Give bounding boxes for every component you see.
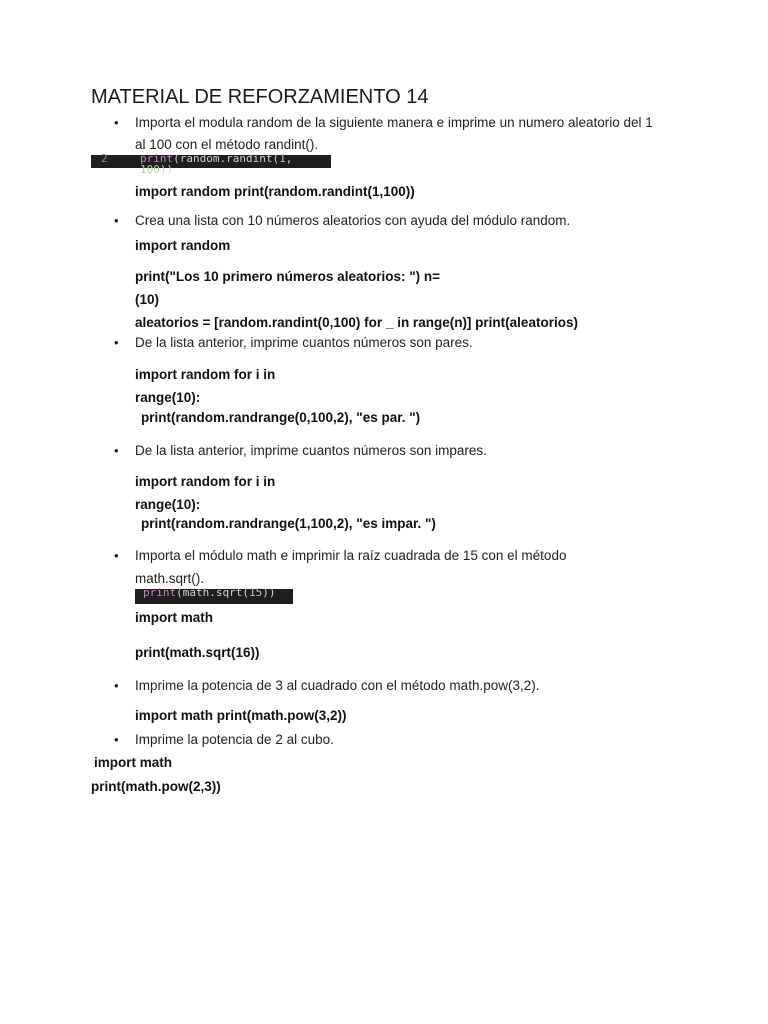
instruction-text: De la lista anterior, imprime cuantos números son pares. — [135, 335, 473, 350]
line-number: 2 — [101, 152, 108, 165]
bullet-icon: • — [114, 335, 119, 350]
code-screenshot — [91, 152, 331, 176]
bullet-icon: • — [114, 678, 119, 693]
instruction-text: Crea una lista con 10 números aleatorios con ayuda del módulo random. — [135, 213, 571, 228]
code-line: print(math.sqrt(16)) — [135, 645, 260, 660]
page-title: MATERIAL DE REFORZAMIENTO 14 — [91, 86, 429, 108]
bullet-icon: • — [114, 548, 119, 563]
code-line: aleatorios = [random.randint(0,100) for _ in range(n)] print(aleatorios) — [135, 315, 578, 330]
code-line: range(10): — [135, 390, 201, 405]
code-line: (10) — [135, 292, 160, 307]
instruction-text: Importa el modula random de la siguiente manera e imprime un numero aleatorio del 1 — [135, 115, 653, 130]
code-line: range(10): — [135, 497, 201, 512]
instruction-text: De la lista anterior, imprime cuantos números son impares. — [135, 443, 487, 458]
snippet-code: print(math.sqrt(15)) — [143, 586, 276, 599]
code-line: import random for i in — [135, 367, 276, 382]
instruction-text: Importa el módulo math e imprimir la raíz cuadrada de 15 con el método — [135, 548, 567, 563]
instruction-text: Imprime la potencia de 3 al cuadrado con el método math.pow(3,2). — [135, 678, 540, 693]
instruction-text: al 100 con el método randint(). — [135, 137, 319, 152]
instruction-text: Imprime la potencia de 2 al cubo. — [135, 732, 334, 747]
bullet-icon: • — [114, 115, 119, 130]
code-line: print("Los 10 primero números aleatorios: ") n= — [135, 269, 440, 284]
bullet-icon: • — [114, 213, 119, 228]
code-line: import math — [135, 610, 214, 625]
code-line: import math — [94, 755, 173, 770]
code-line: import random print(random.randint(1,100)) — [135, 184, 415, 199]
code-line: import random for i in — [135, 474, 276, 489]
code-screenshot — [135, 586, 293, 604]
code-line: print(math.pow(2,3)) — [91, 779, 221, 794]
code-line: print(random.randrange(0,100,2), "es par. ") — [141, 410, 421, 425]
snippet-code: print(random.randint(1, 100)) — [140, 152, 293, 176]
code-line: print(random.randrange(1,100,2), "es impar. ") — [141, 516, 436, 531]
code-line: import math print(math.pow(3,2)) — [135, 708, 347, 723]
bullet-icon: • — [114, 443, 119, 458]
code-line: import random — [135, 238, 231, 253]
instruction-text: math.sqrt(). — [135, 571, 205, 586]
bullet-icon: • — [114, 732, 119, 747]
